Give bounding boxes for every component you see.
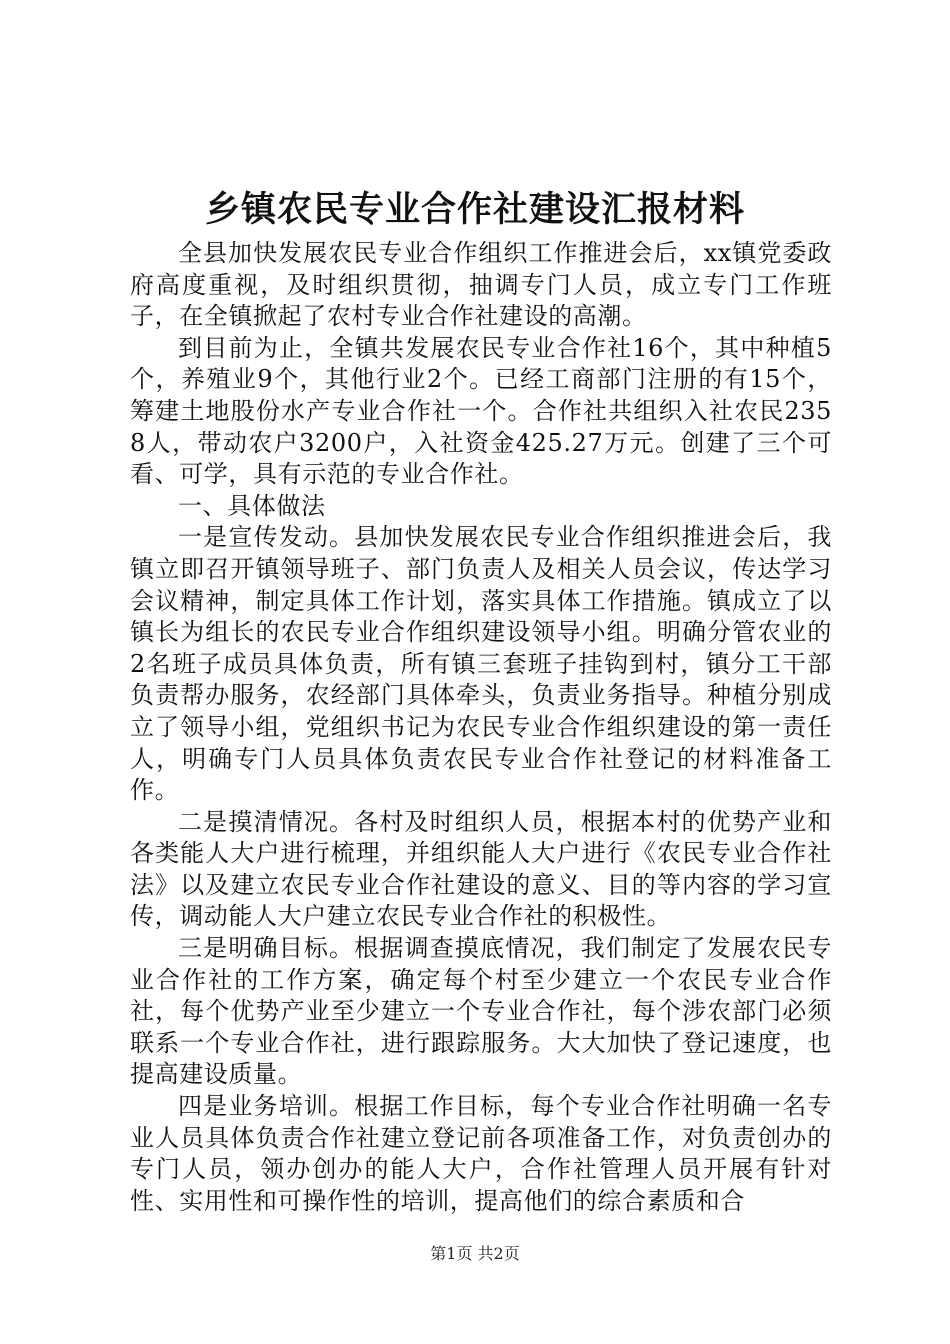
page-number-footer: 第1页 共2页 xyxy=(430,1244,520,1263)
section-heading-methods: 一、具体做法 xyxy=(178,491,326,520)
document-body xyxy=(130,238,832,1217)
paragraph-statistics: 到目前为止，全镇共发展农民专业合作社16个，其中种植5个，养殖业9个，其他行业2个。已经工商部门注册的有15个，筹建土地股份水产专业合作社一个。合作社共组织入社农民2358人，带动农户3200户，入社资金425.27万元。创建了三个可看、可学，具有示范的专业合作社。 xyxy=(130,333,832,489)
paragraph-intro: 全县加快发展农民专业合作组织工作推进会后，xx镇党委政府高度重视，及时组织贯彻，抽调专门人员，成立专门工作班子，在全镇掀起了农村专业合作社建设的高潮。 xyxy=(130,239,832,331)
paragraph-goals: 三是明确目标。根据调查摸底情况，我们制定了发展农民专业合作社的工作方案，确定每个村至少建立一个农民专业合作社，每个优势产业至少建立一个专业合作社，每个涉农部门必须联系一个专业合作社，进行跟踪服务。大大加快了登记速度，也提高建设质量。 xyxy=(130,934,832,1089)
document-title: 乡镇农民专业合作社建设汇报材料 xyxy=(204,189,745,230)
paragraph-survey: 二是摸清情况。各村及时组织人员，根据本村的优势产业和各类能人大户进行梳理，并组织能人大户进行《农民专业合作社法》以及建立农民专业合作社建设的意义、目的等内容的学习宣传，调动能人大户建立农民专业合作社的积极性。 xyxy=(130,807,832,931)
paragraph-publicity: 一是宣传发动。县加快发展农民专业合作组织推进会后，我镇立即召开镇领导班子、部门负责人及相关人员会议，传达学习会议精神，制定具体工作计划，落实具体工作措施。镇成立了以镇长为组长的农民专业合作组织建设领导小组。明确分管农业的2名班子成员具体负责，所有镇三套班子挂钩到村，镇分工干部负责帮办服务，农经部门具体牵头，负责业务指导。种植分别成立了领导小组，党组织书记为农民专业合作组织建设的第一责任人，明确专门人员具体负责农民专业合作社登记的材料准备工作。 xyxy=(130,523,832,805)
paragraph-training: 四是业务培训。根据工作目标，每个专业合作社明确一名专业人员具体负责合作社建立登记前各项准备工作，对负责创办的专门人员，领办创办的能人大户，合作社管理人员开展有针对性、实用性和可操作性的培训，提高他们的综合素质和合 xyxy=(130,1092,832,1215)
